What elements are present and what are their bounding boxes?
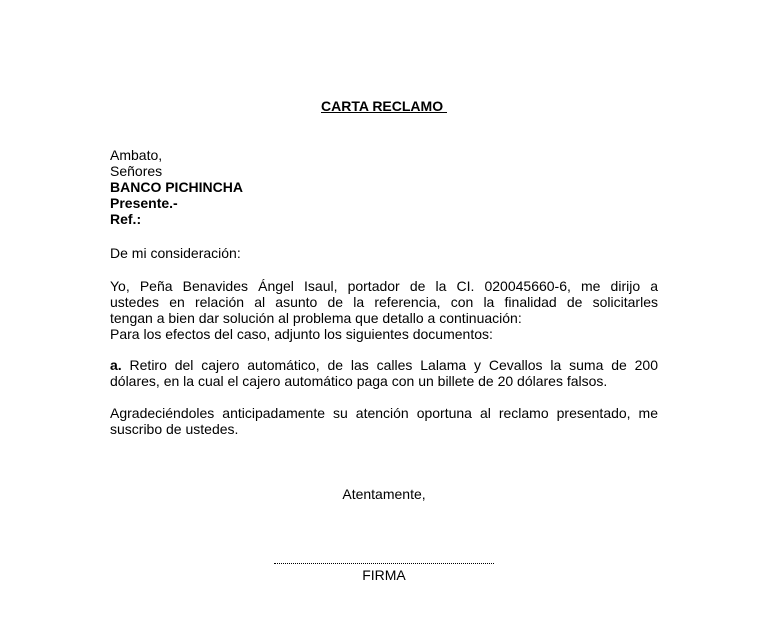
paragraph-1-line-1: Yo, Peña Benavides Ángel Isaul, portador de la CI. 020045660-6, me dirijo a <box>110 278 658 294</box>
page-title: CARTA RECLAMO <box>321 98 447 114</box>
paragraph-3-line-2: suscribo de ustedes. <box>110 421 239 437</box>
greeting-text: De mi consideración: <box>110 245 241 261</box>
paragraph-3-line-1: Agradeciéndoles anticipadamente su atención oportuna al reclamo presentado, me <box>110 405 658 421</box>
city-line: Ambato, <box>110 147 163 163</box>
paragraph-1-line-3: tengan a bien dar solución al problema que detallo a continuación: <box>110 310 522 326</box>
paragraph-2-line-2: dólares, en la cual el cajero automático paga con un billete de 20 dólares falsos. <box>110 373 608 389</box>
greeting <box>110 245 658 261</box>
salutation-to: Señores <box>110 163 163 179</box>
presente-line: Presente.- <box>110 195 178 211</box>
paragraph-2 <box>110 357 658 389</box>
list-marker: a. <box>110 357 122 373</box>
paragraph-1-line-4: Para los efectos del caso, adjunto los siguientes documentos: <box>110 326 493 342</box>
paragraph-2-line-1 <box>110 357 658 373</box>
recipient-name: BANCO PICHINCHA <box>110 179 243 195</box>
reference-line: Ref.: <box>110 211 142 227</box>
signature-label: FIRMA <box>362 567 406 583</box>
letter-header <box>110 147 658 227</box>
signature-line <box>274 551 494 564</box>
paragraph-2-line-1-text: Retiro del cajero automático, de las calles Lalama y Cevallos la suma de 200 <box>121 357 658 373</box>
closing: Atentamente, <box>342 486 426 502</box>
paragraph-1-line-2: ustedes en relación al asunto de la referencia, con la finalidad de solicitarles <box>110 294 658 310</box>
paragraph-1 <box>110 278 658 342</box>
paragraph-3 <box>110 405 658 437</box>
